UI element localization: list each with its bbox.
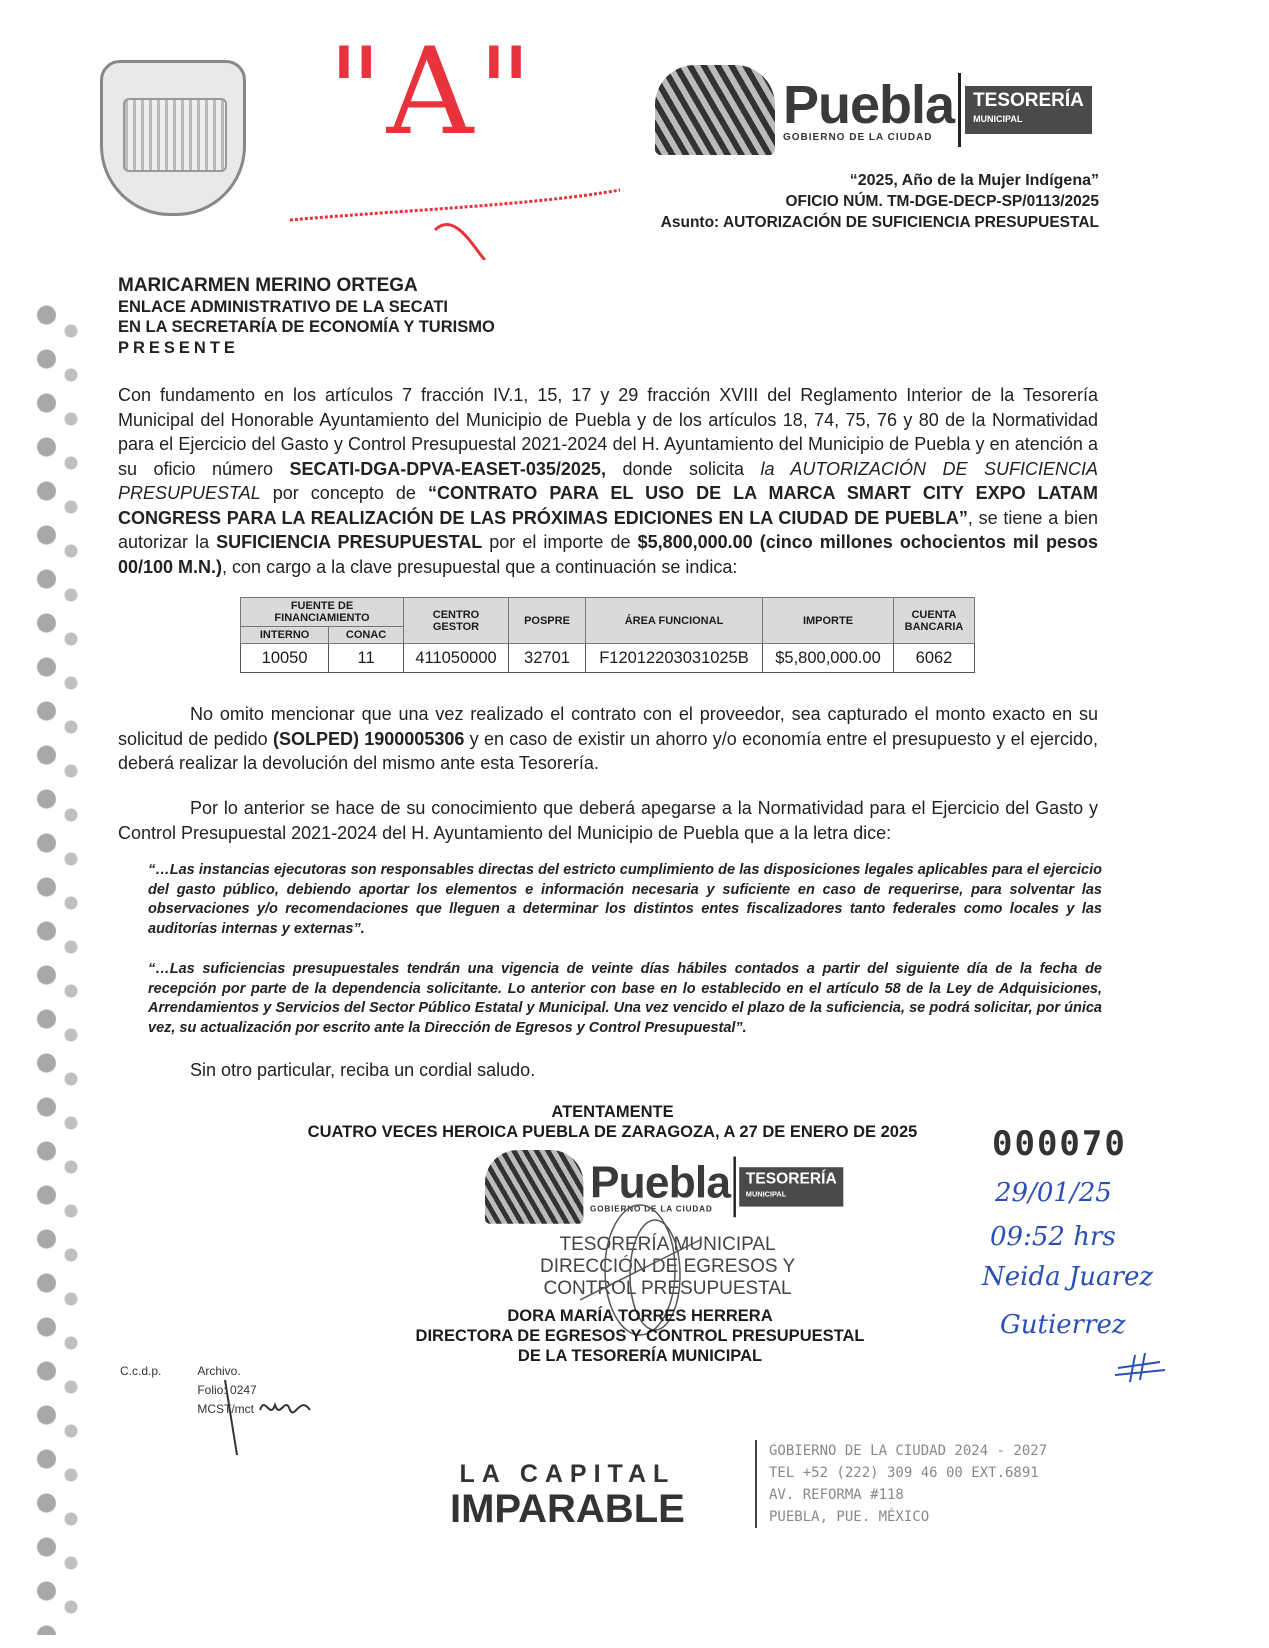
presente: PRESENTE [118, 338, 239, 357]
document-header [661, 170, 1099, 233]
receipt-time: 09:52 hrs [990, 1222, 1116, 1252]
signature-header [280, 1102, 945, 1142]
footer-address: GOBIERNO DE LA CIUDAD 2024 - 2027 TEL +52 (222) 309 46 00 EXT.6891 AV. REFORMA #118 PUEBLA, PUE. MÉXICO [755, 1440, 1047, 1528]
footer-slogan-logo [450, 1460, 685, 1529]
logo-subtitle: GOBIERNO DE LA CIUDAD [783, 131, 933, 143]
header-pospre: POSPRE [509, 598, 586, 644]
addressee-name: MARICARMEN MERINO ORTEGA [118, 275, 418, 296]
paragraph-normatividad: Por lo anterior se hace de su conocimiento que deberá apegarse a la Normatividad para el Ejercicio del Gasto y Control Presupuestal 2021-2024 del H. Ayuntamiento del Municipio de Puebla que a la letra dice: [118, 798, 1098, 843]
ccdp-archivo: Archivo. [197, 1364, 241, 1378]
paragraph-solped: No omito mencionar que una vez realizado el contrato con el proveedor, sea capturado el monto exacto en su solicitud de pedido (SOLPED) 1900005306 y en caso de existir un ahorro y/o economía entre el presupuesto y el ejercido, deberá realizar la devolución del mismo ante esta Tesorería. [118, 704, 1099, 773]
header-centro-gestor: CENTRO GESTOR [404, 598, 509, 644]
table-row [241, 644, 975, 673]
receiver-surname: Gutierrez [1000, 1310, 1126, 1340]
ccdp-label: C.c.d.p. [120, 1364, 162, 1378]
receiver-initials-scribble [1110, 1350, 1170, 1385]
signature-logo: Puebla GOBIERNO DE LA CIUDAD TESORERÍA MUNICIPAL [485, 1150, 843, 1224]
subject-line: Asunto: AUTORIZACIÓN DE SUFICIENCIA PRESUPUESTAL [660, 214, 1099, 231]
cell-pospre: 32701 [509, 644, 586, 673]
logo-illustration [655, 65, 775, 155]
header-cuenta-bancaria: CUENTA BANCARIA [894, 598, 975, 644]
decorative-border [22, 295, 92, 1635]
oficio-number: OFICIO NÚM. TM-DGE-DECP-SP/0113/2025 [785, 193, 1099, 210]
logo-wordmark: Puebla [783, 74, 955, 135]
header-interno: INTERNO [241, 627, 329, 644]
cell-area-funcional: F12012203031025B [586, 644, 763, 673]
tesoreria-stamp: TESORERÍA MUNICIPAL DIRECCIÓN DE EGRESOS Y CONTROL PRESUPUESTAL [540, 1234, 796, 1299]
cell-conac: 11 [329, 644, 404, 673]
initials-signature [215, 1380, 325, 1460]
slogan-imparable: IMPARABLE [450, 1487, 685, 1531]
slogan-la-capital: LA CAPITAL [459, 1460, 676, 1488]
header-fuente-financiamiento: FUENTE DE FINANCIAMIENTO [241, 598, 404, 627]
receipt-date: 29/01/25 [995, 1178, 1112, 1208]
coat-of-arms-seal [100, 60, 246, 216]
tesoreria-badge: TESORERÍA MUNICIPAL [965, 86, 1092, 134]
cell-cuenta-bancaria: 6062 [894, 644, 975, 673]
ccdp-initials: MCST/mct [197, 1402, 255, 1416]
year-motto: “2025, Año de la Mujer Indígena” [849, 172, 1099, 189]
puebla-tesoreria-logo [655, 65, 1092, 155]
signer-block [380, 1306, 900, 1366]
place-and-date: CUATRO VECES HEROICA PUEBLA DE ZARAGOZA, A 27 DE ENERO DE 2025 [307, 1123, 918, 1141]
atentamente: ATENTAMENTE [551, 1103, 674, 1121]
ccdp-folio: Folio: 0247 [197, 1383, 257, 1397]
receiver-name: Neida Juarez [982, 1262, 1154, 1292]
red-annotation-text: "A" [327, 23, 537, 162]
budget-key-table [240, 597, 975, 673]
signer-title: DIRECTORA DE EGRESOS Y CONTROL PRESUPUESTAL [415, 1327, 865, 1345]
red-annotation-underline [285, 30, 625, 260]
paragraph-authorization: Con fundamento en los artículos 7 fracción IV.1, 15, 17 y 29 fracción XVIII del Reglamento Interior de la Tesorería Municipal del Honorable Ayuntamiento del Municipio de Puebla y de los artículos 18, 74, 75, 76 y 80 de la Normatividad para el Ejercicio del Gasto y Control Presupuestal 2021-2024 del H. Ayuntamiento del Municipio de Puebla y en atención a su oficio número SECATI-DGA-DPVA-EASET-035/2025, donde solicita la AUTORIZACIÓN DE SUFICIENCIA PRESUPUESTAL por concepto de “CONTRATO PARA EL USO DE LA MARCA SMART CITY EXPO LATAM CONGRESS PARA LA REALIZACIÓN DE LAS PRÓXIMAS EDICIONES EN LA CIUDAD DE PUEBLA”, se tiene a bien autorizar la SUFICIENCIA PRESUPUESTAL por el importe de $5,800,000.00 (cinco millones ochocientos mil pesos 00/100 M.N.), con cargo a la clave presupuestal que a continuación se indica: [118, 385, 1098, 577]
receipt-folio-number: 000070 [992, 1124, 1127, 1164]
header-area-funcional: ÁREA FUNCIONAL [586, 598, 763, 644]
signer-office: DE LA TESORERÍA MUNICIPAL [517, 1347, 763, 1365]
cell-importe: $5,800,000.00 [763, 644, 894, 673]
addressee-position: ENLACE ADMINISTRATIVO DE LA SECATI [118, 297, 448, 316]
quote-responsabilidad: “…Las instancias ejecutoras son responsables directas del estricto cumplimiento de las disposiciones legales aplicables para el ejercicio del gasto público, debiendo aportar los elementos e información necesaria y suficiente en caso de requerirse, para solventar las observaciones y/o recomendaciones que lleguen a determinar los distintos entes fiscalizadores tanto federales como locales y las auditorías internas y externas”. [148, 862, 1102, 937]
addressee-block [118, 276, 495, 358]
cell-centro-gestor: 411050000 [404, 644, 509, 673]
addressee-department: EN LA SECRETARÍA DE ECONOMÍA Y TURISMO [118, 318, 495, 336]
signer-name: DORA MARÍA TORRES HERRERA [507, 1307, 773, 1325]
quote-vigencia: “…Las suficiencias presupuestales tendrán una vigencia de veinte días hábiles contados a partir del siguiente día de la fecha de recepción por parte de la dependencia solicitante. Lo anterior con base en lo establecido en el artículo 58 de la Ley de Adquisiciones, Arrendamientos y Servicios del Sector Público Estatal y Municipal. Una vez vencido el plazo de la suficiencia, se podrá solicitar, por única vez, su actualización por escrito ante la Dirección de Egresos y Control Presupuestal”. [148, 961, 1102, 1036]
closing-line: Sin otro particular, reciba un cordial saludo. [190, 1060, 536, 1080]
header-importe: IMPORTE [763, 598, 894, 644]
cell-interno: 10050 [241, 644, 329, 673]
header-conac: CONAC [329, 627, 404, 644]
